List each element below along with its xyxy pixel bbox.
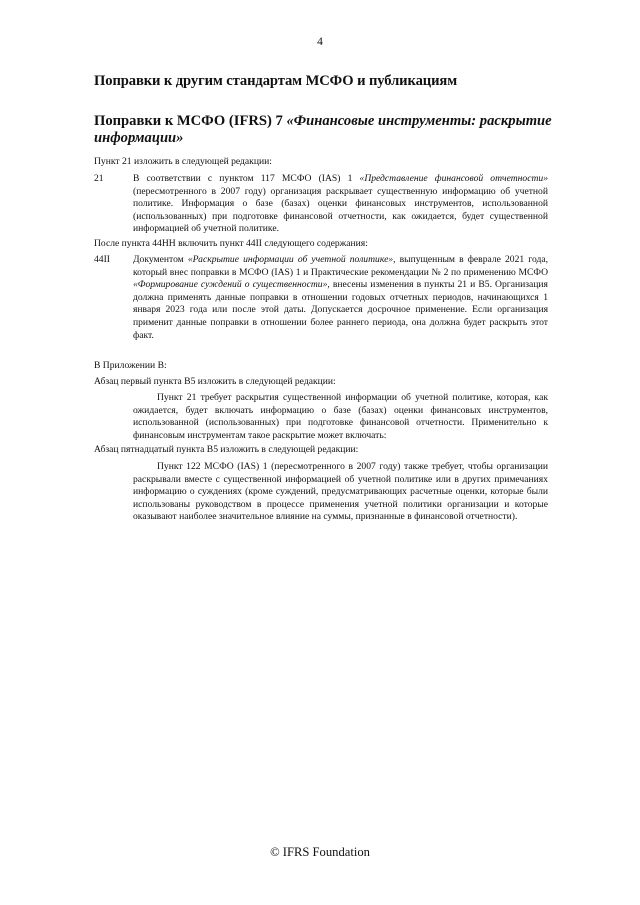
subsection-heading [94, 113, 554, 147]
b5-first-text: Пункт 21 требует раскрытия существенной информации об учетной политике, которая, как ожидается, будет включать информацию о базе (базах) оценки финансовых инструментов, использованной (использованных) при подготовке финансовой отчетности. Применительно к финансовым инструментам такое раскрытие может включать: [133, 392, 548, 441]
item21-t1: В соответствии с пунктом 117 МСФО (IAS) 1 [133, 173, 360, 184]
b5-fifteenth-lead: Абзац пятнадцатый пункта В5 изложить в следующей редакции: [94, 444, 359, 455]
item44-number: 44ІІ [94, 254, 110, 265]
item21-text [133, 173, 548, 236]
footer-copyright: © IFRS Foundation [270, 845, 370, 859]
item44-t2: , выпущенным в феврале 2021 года, который внес поправки в МСФО (IAS) 1 и Практические рекомендации № 2 по применению МСФО [133, 254, 549, 278]
para21-lead: Пункт 21 изложить в следующей редакции: [94, 156, 272, 167]
item44-text [133, 254, 548, 342]
item44-t3: , внесены изменения в пункты 21 и В5. Организация должна применять данные поправки в отношении годовых отчетных периодов, начинающихся 1 января 2023 года или после этой даты. Допускается досрочное применение. Если организация применит данные поправки в отношении более раннего периода, она должна будет раскрыть этот факт. [133, 279, 548, 341]
appendix-lead: В Приложении В: [94, 360, 167, 371]
item44-i1: «Раскрытие информации об учетной политике» [187, 254, 394, 265]
item44-t1: Документом [133, 254, 188, 265]
item21-number: 21 [94, 173, 104, 184]
page-number: 4 [317, 36, 323, 48]
item21-t2: (пересмотренного в 2007 году) организация раскрывает существенную информацию об учетной политике. Информация о базе (базах) оценки финансовых инструментов, использованной (использованных) при подготовке финансовой отчетности, как ожидается, будет существенной информацией об учетной политике. [133, 185, 548, 235]
para44-lead: После пункта 44НН включить пункт 44ІІ следующего содержания: [94, 238, 368, 249]
b5-fifteenth-text: Пункт 122 МСФО (IAS) 1 (пересмотренного в 2007 году) также требует, чтобы организации раскрывали вместе с существенной информацией об учетной политике или в других примечаниях информацию о суждениях (кроме суждений, предусматривающих расчетные оценки, которые были использованы руководством в процессе применения учетной политики организации и которые оказывают наиболее значительное влияние на суммы, признанные в финансовой отчетности). [133, 461, 548, 523]
b5-first-lead: Абзац первый пункта В5 изложить в следующей редакции: [94, 376, 336, 387]
item21-i1: «Представление финансовой отчетности» [359, 173, 549, 184]
section-heading: Поправки к другим стандартам МСФО и публикациям [94, 73, 458, 89]
item44-i2: «Формирование суждений о существенности» [133, 279, 328, 291]
subheading-italic: «Финансовые инструменты: раскрытие информации» [94, 113, 552, 146]
subheading-normal: Поправки к МСФО (IFRS) 7 [94, 113, 287, 129]
